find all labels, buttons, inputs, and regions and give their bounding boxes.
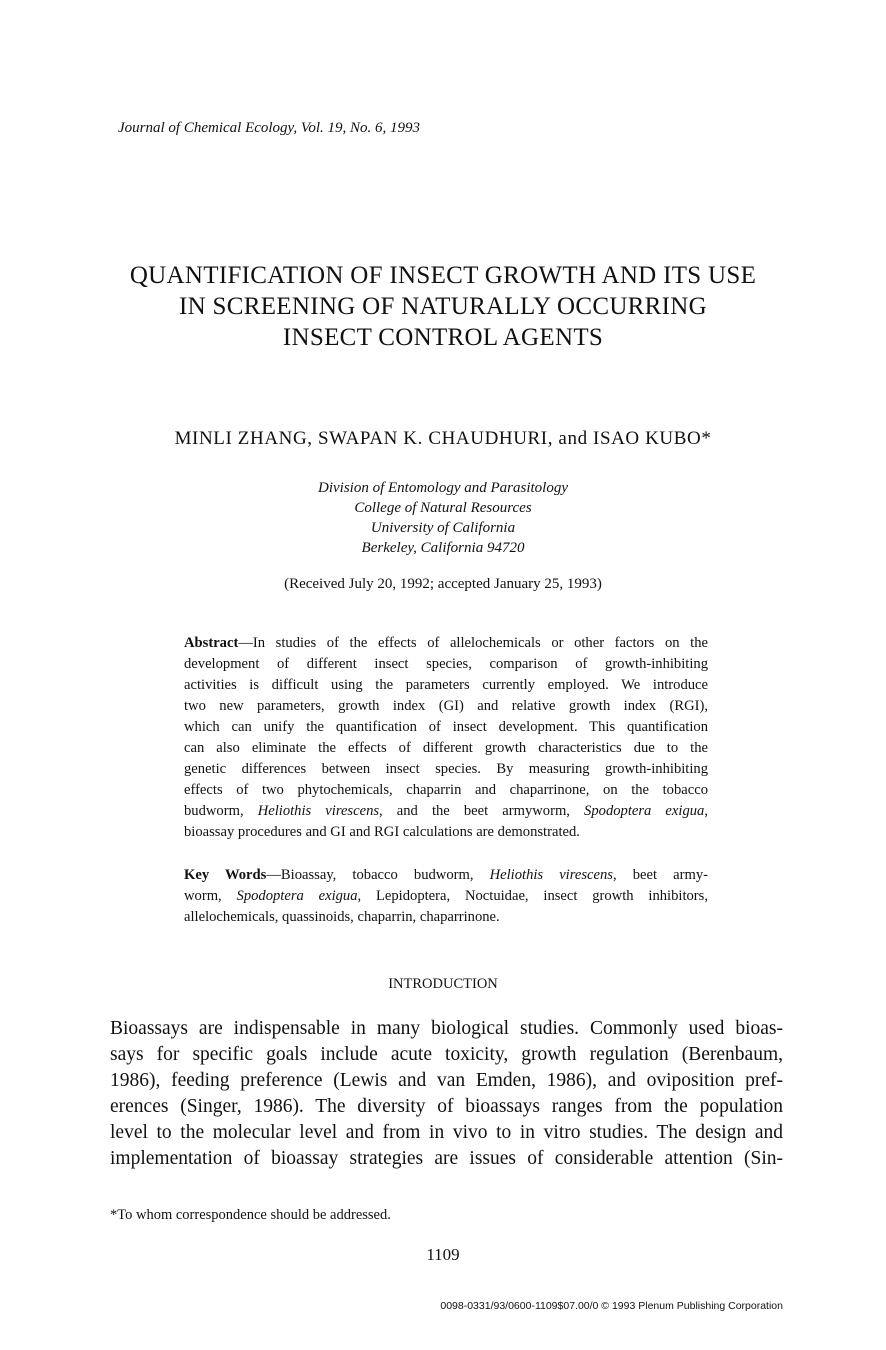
abstract-line: budworm, Heliothis virescens, and the beet armyworm, Spodoptera exigua, [184, 803, 708, 819]
body-line: Bioassays are indispensable in many biological studies. Commonly used bioas- [110, 1018, 783, 1039]
affiliation-line: Berkeley, California 94720 [361, 540, 525, 556]
received-dates: (Received July 20, 1992; accepted January 25, 1993) [284, 576, 602, 592]
body-line: implementation of bioassay strategies are issues of considerable attention (Sin- [110, 1148, 783, 1169]
abstract-line: which can unify the quantification of insect development. This quantification [184, 719, 708, 735]
abstract-line: bioassay procedures and GI and RGI calculations are demonstrated. [184, 824, 580, 840]
species-name: Heliothis virescens [257, 803, 380, 819]
affiliation [60, 478, 826, 558]
species-name: Spodoptera exigua [236, 888, 358, 904]
body-line: says for specific goals include acute toxicity, growth regulation (Berenbaum, [110, 1044, 783, 1065]
abstract-line: effects of two phytochemicals, chaparrin and chaparrinone, on the tobacco [184, 782, 708, 798]
abstract-line: activities is difficult using the parameters currently employed. We introduce [184, 677, 708, 693]
abstract-line: genetic differences between insect species. By measuring growth-inhibiting [184, 761, 708, 777]
keywords-line: allelochemicals, quassinoids, chaparrin, chaparrinone. [184, 909, 500, 925]
affiliation-line: College of Natural Resources [354, 500, 532, 516]
affiliation-line: Division of Entomology and Parasitology [318, 480, 568, 496]
keywords-line: worm, Spodoptera exigua, Lepidoptera, Noctuidae, insect growth inhibitors, [184, 888, 708, 904]
journal-citation: Journal of Chemical Ecology, Vol. 19, No. 6, 1993 [118, 120, 421, 136]
author-list: MINLI ZHANG, SWAPAN K. CHAUDHURI, and ISAO KUBO* [174, 428, 712, 449]
introduction-body [110, 1016, 783, 1172]
title-line: QUANTIFICATION OF INSECT GROWTH AND ITS USE [129, 262, 757, 289]
abstract-label: Abstract [184, 635, 239, 651]
keywords-line: Key Words—Bioassay, tobacco budworm, Heliothis virescens, beet army- [184, 867, 708, 883]
affiliation-line: University of California [370, 520, 516, 536]
abstract-line: development of different insect species, comparison of growth-inhibiting [184, 656, 708, 672]
abstract-line: Abstract—In studies of the effects of allelochemicals or other factors on the [184, 635, 708, 651]
abstract-line: can also eliminate the effects of different growth characteristics due to the [184, 740, 708, 756]
paper-title [60, 260, 826, 353]
body-line: level to the molecular level and from in vivo to in vitro studies. The design and [110, 1122, 783, 1143]
key-words [184, 865, 708, 928]
page-number: 1109 [426, 1245, 460, 1264]
body-line: 1986), feeding preference (Lewis and van Emden, 1986), and oviposition pref- [110, 1070, 783, 1091]
footnote: *To whom correspondence should be addressed. [110, 1207, 391, 1223]
keywords-label: Key Words [184, 867, 267, 883]
abstract [184, 633, 708, 843]
title-line: INSECT CONTROL AGENTS [282, 324, 604, 351]
body-line: erences (Singer, 1986). The diversity of bioassays ranges from the population [110, 1096, 783, 1117]
abstract-line: two new parameters, growth index (GI) and relative growth index (RGI), [184, 698, 708, 714]
copyright-line: 0098-0331/93/0600-1109$07.00/0 © 1993 Plenum Publishing Corporation [440, 1300, 783, 1312]
title-line: IN SCREENING OF NATURALLY OCCURRING [179, 293, 707, 320]
section-heading: INTRODUCTION [388, 976, 498, 992]
species-name: Spodoptera exigua [584, 803, 705, 819]
species-name: Heliothis virescens [489, 867, 613, 883]
